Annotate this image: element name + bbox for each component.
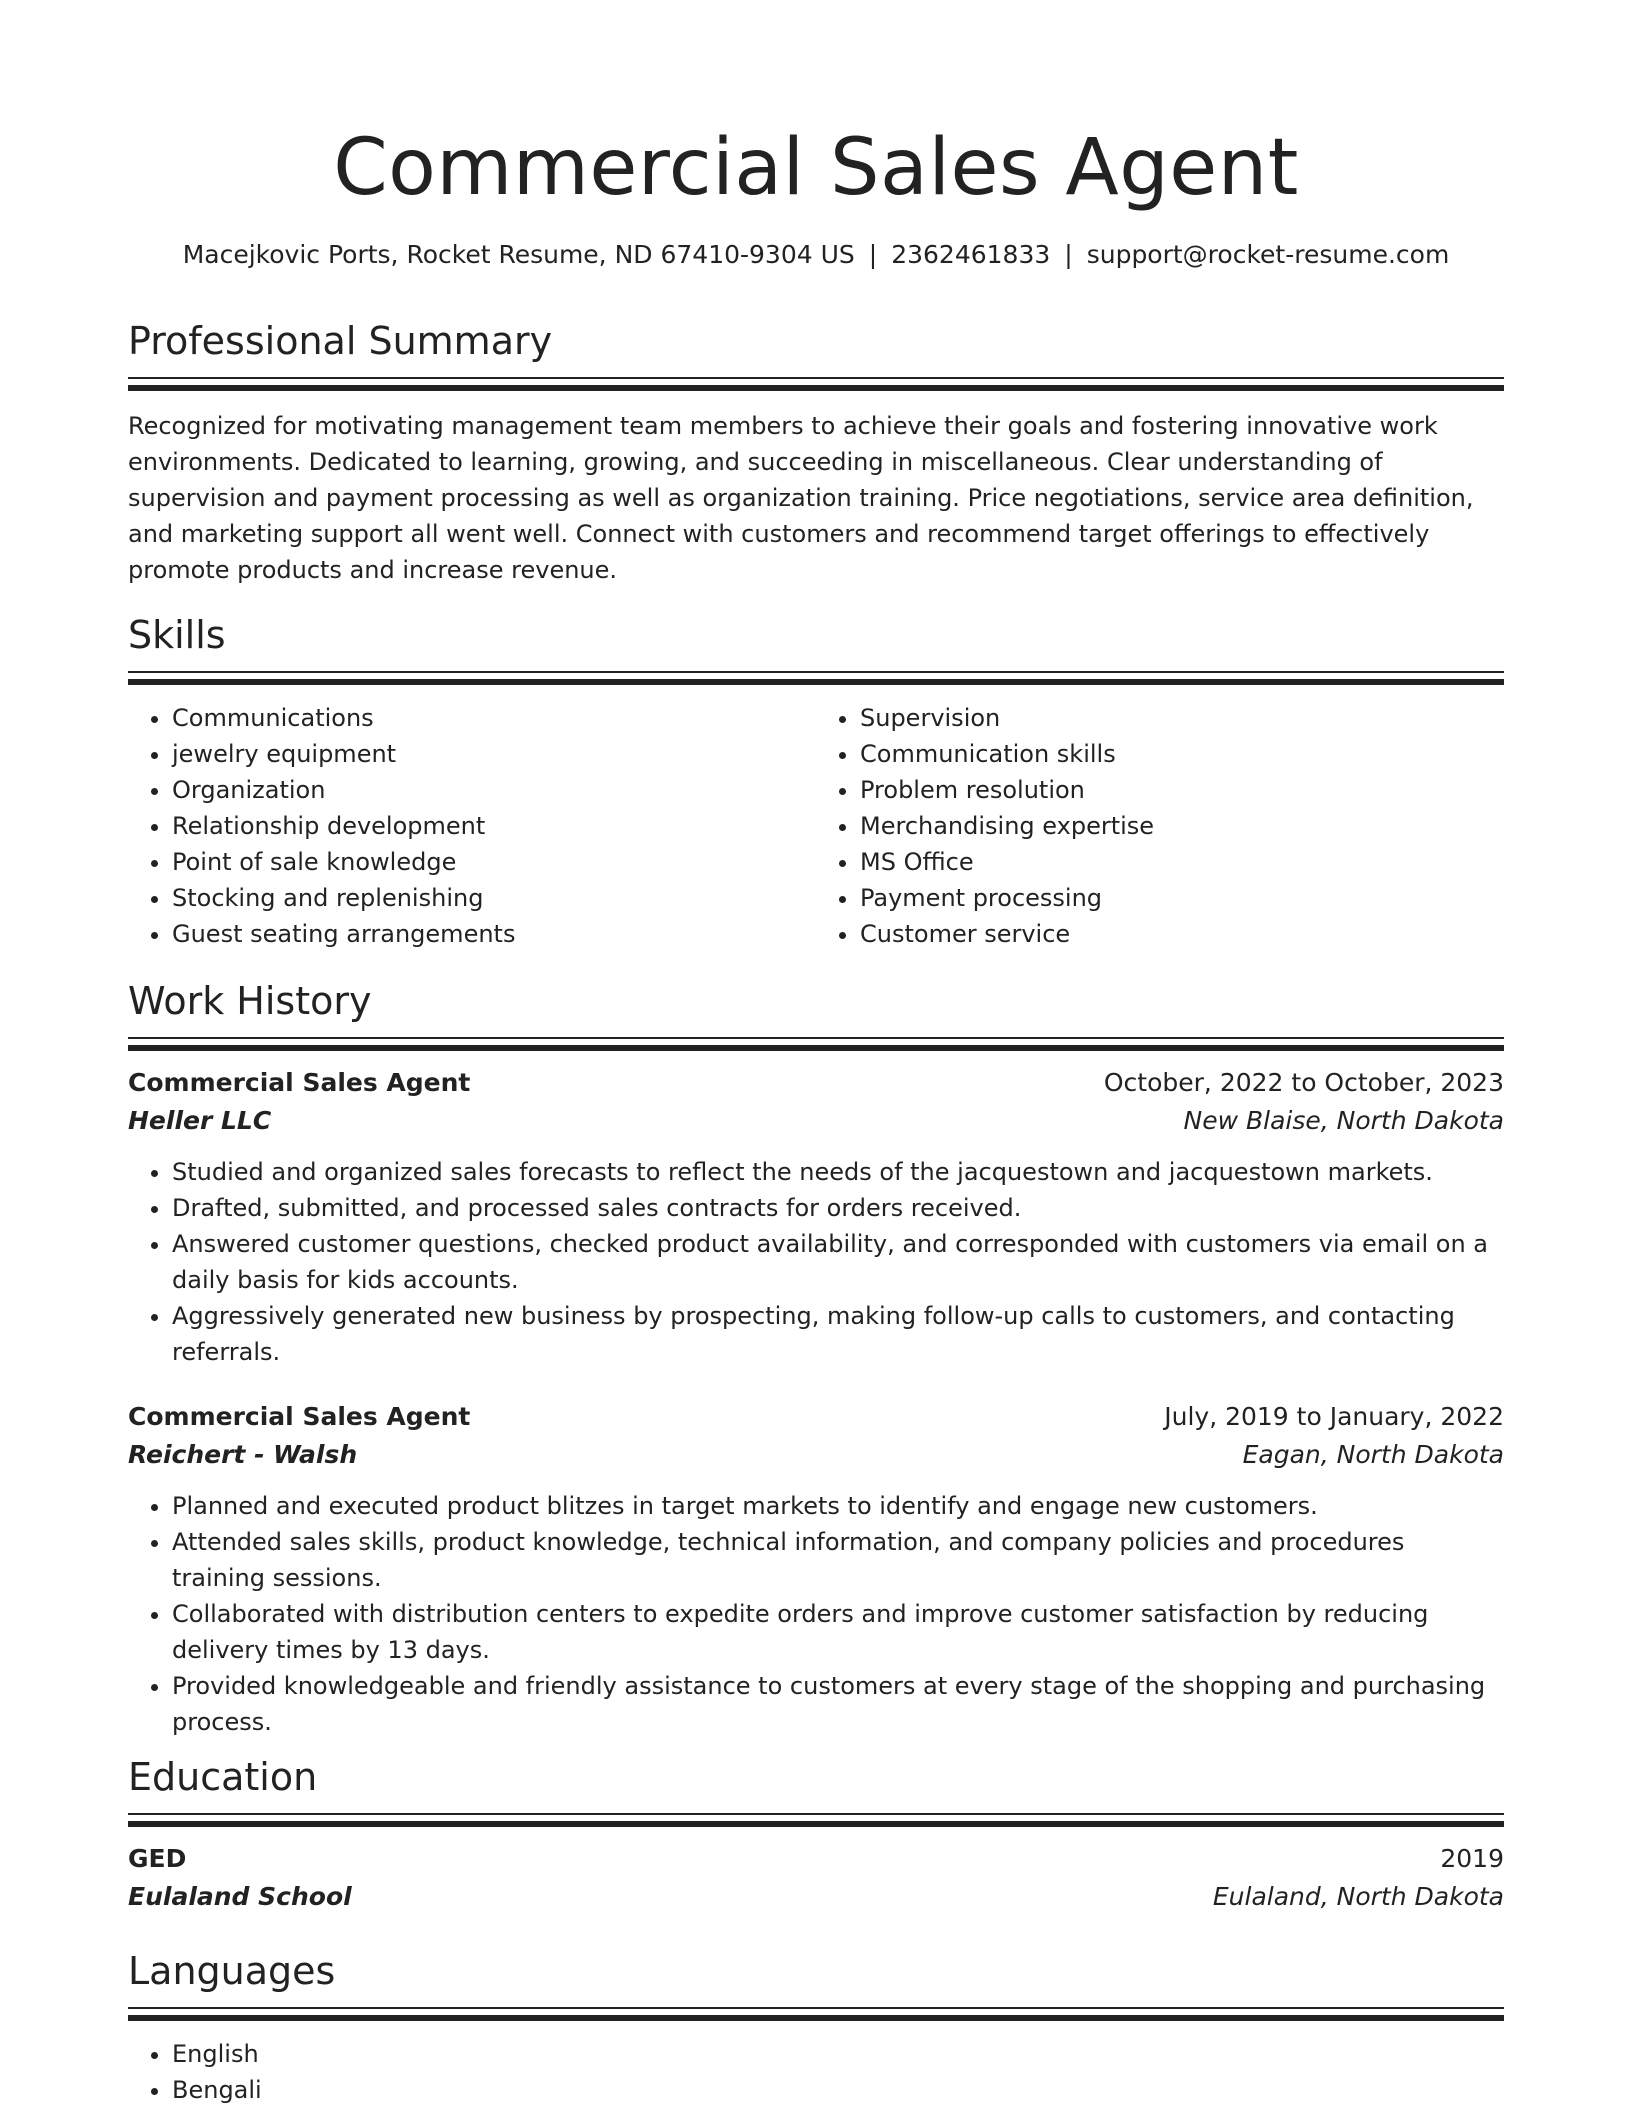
- section-rule: [128, 2007, 1504, 2009]
- job-company: Reichert - Walsh: [128, 1440, 358, 1469]
- job-bullet: • Aggressively generated new business by prospecting, making follow-up calls to customers, and contacting referrals.: [172, 1298, 1504, 1370]
- skill-item: • Problem resolution: [860, 772, 1504, 808]
- job-bullet: • Collaborated with distribution centers to expedite orders and improve customer satisfaction by reducing delivery times by 13 days.: [172, 1596, 1504, 1668]
- work-section: [128, 976, 1504, 1740]
- section-rule: [128, 679, 1504, 685]
- skills-section: [128, 610, 1504, 952]
- job-entry: [128, 1398, 1504, 1740]
- skills-list-right: [816, 700, 1504, 952]
- education-heading: Education: [128, 1755, 318, 1799]
- job-dates: October, 2022 to October, 2023: [1103, 1068, 1504, 1097]
- work-heading: Work History: [128, 979, 372, 1023]
- skill-item: • Stocking and replenishing: [172, 880, 816, 916]
- section-rule: [128, 1045, 1504, 1051]
- job-title: Commercial Sales Agent: [128, 1402, 471, 1431]
- section-rule: [128, 1037, 1504, 1039]
- summary-heading: Professional Summary: [128, 319, 553, 363]
- skills-list-left: [128, 700, 816, 952]
- skill-item: • Communications: [172, 700, 816, 736]
- job-bullet: • Planned and executed product blitzes in target markets to identify and engage new customers.: [172, 1488, 1504, 1524]
- section-rule: [128, 2015, 1504, 2021]
- contact-phone: 2362461833: [891, 240, 1051, 269]
- skill-item: • Relationship development: [172, 808, 816, 844]
- job-subheader: [128, 1436, 1504, 1474]
- education-subheader: [128, 1878, 1504, 1916]
- education-section: [128, 1752, 1504, 1916]
- job-location: Eagan, North Dakota: [1242, 1440, 1504, 1469]
- education-header: [128, 1840, 1504, 1878]
- contact-address: Macejkovic Ports, Rocket Resume, ND 67410-9304 US: [182, 240, 855, 269]
- language-item: • Bengali: [172, 2072, 1504, 2108]
- job-bullet: • Attended sales skills, product knowledge, technical information, and company policies and procedures training sessions.: [172, 1524, 1504, 1596]
- contact-separator: |: [868, 240, 878, 269]
- job-bullet: • Answered customer questions, checked product availability, and corresponded with customers via email on a daily basis for kids accounts.: [172, 1226, 1504, 1298]
- job-entry: [128, 1064, 1504, 1370]
- skills-heading: Skills: [128, 613, 226, 657]
- skill-item: • Communication skills: [860, 736, 1504, 772]
- job-header: [128, 1064, 1504, 1102]
- candidate-name: Commercial Sales Agent: [333, 123, 1299, 213]
- education-entry: [128, 1840, 1504, 1916]
- section-rule: [128, 385, 1504, 391]
- skill-item: • jewelry equipment: [172, 736, 816, 772]
- skill-item: • Payment processing: [860, 880, 1504, 916]
- job-company: Heller LLC: [128, 1106, 272, 1135]
- summary-section: [128, 316, 1504, 588]
- summary-text: Recognized for motivating management team members to achieve their goals and fostering innovative work environments. Dedicated to learning, growing, and succeeding in miscellaneous. Clear understanding of supervision and payment processing as well as organization training. Price negotiations, service area definition, and marketing support all went well. Connect with customers and recommend target offerings to effectively promote products and increase revenue.: [128, 412, 1474, 584]
- section-rule: [128, 377, 1504, 379]
- skills-columns: [128, 700, 1504, 952]
- skill-item: • Point of sale knowledge: [172, 844, 816, 880]
- job-dates: July, 2019 to January, 2022: [1164, 1402, 1504, 1431]
- section-rule: [128, 1821, 1504, 1827]
- section-rule: [128, 671, 1504, 673]
- section-rule: [128, 1813, 1504, 1815]
- skill-item: • MS Office: [860, 844, 1504, 880]
- languages-list: [128, 2036, 1504, 2108]
- education-school: Eulaland School: [128, 1882, 352, 1911]
- education-location: Eulaland, North Dakota: [1212, 1882, 1504, 1911]
- contact-separator: |: [1064, 240, 1073, 269]
- contact-email: support@rocket-resume.com: [1086, 240, 1450, 269]
- contact-line: [128, 238, 1504, 272]
- job-title: Commercial Sales Agent: [128, 1068, 471, 1097]
- education-year: 2019: [1440, 1844, 1504, 1873]
- skill-item: • Organization: [172, 772, 816, 808]
- job-header: [128, 1398, 1504, 1436]
- job-bullet: • Studied and organized sales forecasts to reflect the needs of the jacquestown and jacquestown markets.: [172, 1154, 1504, 1190]
- job-bullet: • Drafted, submitted, and processed sales contracts for orders received.: [172, 1190, 1504, 1226]
- language-item: • English: [172, 2036, 1504, 2072]
- skill-item: • Merchandising expertise: [860, 808, 1504, 844]
- job-location: New Blaise, North Dakota: [1183, 1106, 1504, 1135]
- skill-item: • Customer service: [860, 916, 1504, 952]
- languages-heading: Languages: [128, 1949, 336, 1993]
- languages-section: [128, 1946, 1504, 2108]
- skill-item: • Supervision: [860, 700, 1504, 736]
- job-bullets: [128, 1488, 1504, 1740]
- job-subheader: [128, 1102, 1504, 1140]
- skill-item: • Guest seating arrangements: [172, 916, 816, 952]
- job-bullets: [128, 1154, 1504, 1370]
- job-bullet: • Provided knowledgeable and friendly assistance to customers at every stage of the shopping and purchasing process.: [172, 1668, 1504, 1740]
- education-degree: GED: [128, 1844, 187, 1873]
